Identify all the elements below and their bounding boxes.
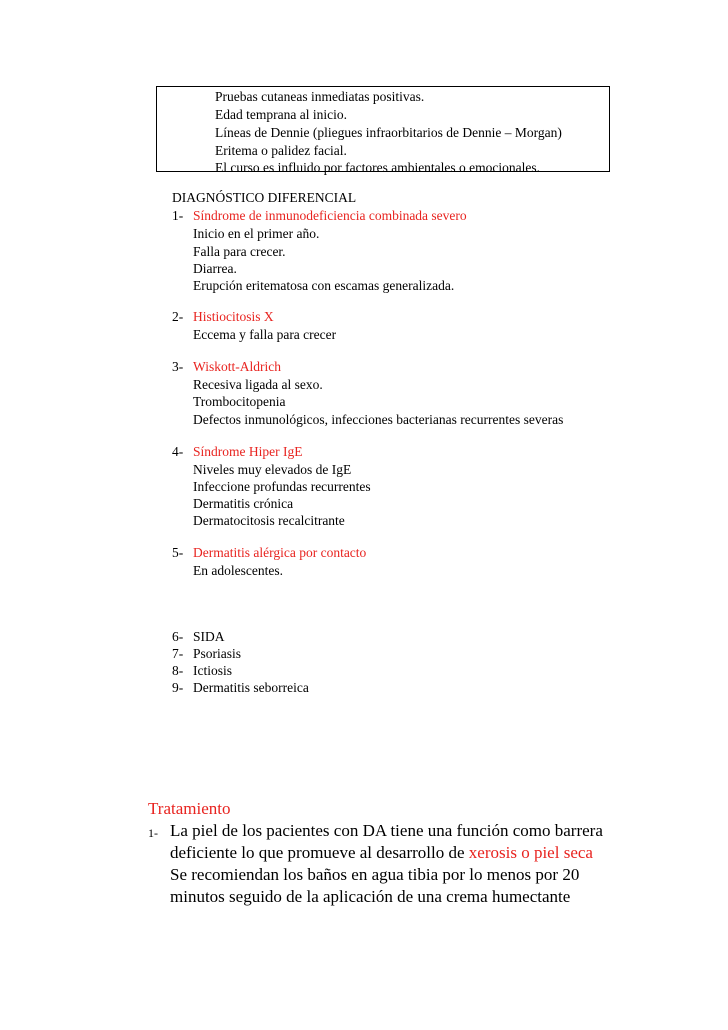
- item-title: Síndrome Hiper IgE: [193, 444, 303, 459]
- item-detail: Dermatocitosis recalcitrante: [193, 513, 345, 528]
- treatment-line: Se recomiendan los baños en agua tibia por lo menos por 20: [170, 865, 580, 884]
- criteria-line: El curso es influido por factores ambientales o emocionales.: [215, 160, 541, 175]
- item-number: 7-: [172, 646, 184, 661]
- treatment-line: minutos seguido de la aplicación de una crema humectante: [170, 887, 571, 906]
- criteria-box: [156, 86, 610, 175]
- item-title: Psoriasis: [193, 646, 242, 661]
- item-detail: Diarrea.: [193, 261, 237, 276]
- item-title: Síndrome de inmunodeficiencia combinada severo: [193, 208, 467, 223]
- treatment-highlight: xerosis o piel seca: [468, 843, 593, 862]
- item-number: 3-: [172, 359, 184, 374]
- item-title: Dermatitis seborreica: [193, 680, 309, 695]
- item-detail: En adolescentes.: [193, 563, 283, 578]
- item-detail: Defectos inmunológicos, infecciones bacterianas recurrentes severas: [193, 412, 564, 427]
- item-title: SIDA: [193, 629, 225, 644]
- item-detail: Trombocitopenia: [193, 394, 286, 409]
- treatment-title: Tratamiento: [148, 799, 231, 818]
- item-title: Dermatitis alérgica por contacto: [193, 545, 367, 560]
- item-detail: Falla para crecer.: [193, 244, 286, 259]
- item-detail: Infeccione profundas recurrentes: [193, 479, 371, 494]
- criteria-line: Eritema o palidez facial.: [215, 143, 347, 158]
- treatment-text: deficiente lo que promueve al desarrollo de: [170, 843, 469, 862]
- item-detail: Erupción eritematosa con escamas generalizada.: [193, 278, 455, 293]
- differential-heading: DIAGNÓSTICO DIFERENCIAL: [172, 190, 357, 205]
- item-number: 1-: [172, 208, 184, 223]
- item-number: 4-: [172, 444, 184, 459]
- treatment-line: [170, 842, 593, 864]
- treatment-number: 1-: [148, 826, 158, 840]
- item-number: 2-: [172, 309, 184, 324]
- item-number: 9-: [172, 680, 184, 695]
- item-number: 6-: [172, 629, 184, 644]
- item-title: Ictiosis: [193, 663, 232, 678]
- criteria-line: Líneas de Dennie (pliegues infraorbitarios de Dennie – Morgan): [215, 125, 562, 140]
- item-number: 8-: [172, 663, 184, 678]
- criteria-line: Edad temprana al inicio.: [215, 107, 347, 122]
- treatment-line: La piel de los pacientes con DA tiene una función como barrera: [170, 821, 603, 840]
- item-detail: Inicio en el primer año.: [193, 226, 320, 241]
- item-detail: Dermatitis crónica: [193, 496, 294, 511]
- criteria-line: Pruebas cutaneas inmediatas positivas.: [215, 89, 425, 104]
- item-detail: Niveles muy elevados de IgE: [193, 462, 352, 477]
- item-number: 5-: [172, 545, 184, 560]
- item-title: Histiocitosis X: [193, 309, 274, 324]
- item-detail: Recesiva ligada al sexo.: [193, 377, 323, 392]
- item-detail: Eccema y falla para crecer: [193, 327, 337, 342]
- item-title: Wiskott-Aldrich: [193, 359, 281, 374]
